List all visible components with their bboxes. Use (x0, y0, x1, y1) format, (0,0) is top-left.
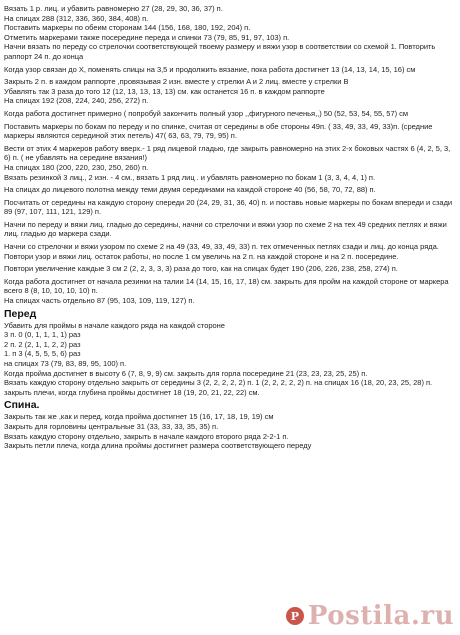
instruction-line: Вести от этих 4 маркеров работу вверх.- 1 ряд лицевой гладью, где закрыть равномерно на этих 2-х боковых частях 6 (4, 2, 5, 3, 6) п. ( не убавлять на середине вязания!) (4, 143, 451, 163)
instruction-line: Когда узор связан до X, поменять спицы на 3,5 и продолжить вязание, пока работа достигнет 13 (14, 13, 14, 15, 16) см (4, 64, 416, 74)
instruction-line: Когда работа достигнет примерно ( попробуй закончить полный узор ,,фигурного печенья,,) 50 (52, 53, 54, 55, 57) см (4, 108, 409, 118)
back-line: Вязать каждую сторону отдельно, закрыть в начале каждого второго ряда 2-2-1 п. (4, 431, 289, 441)
instruction-line: Поставить маркеры по обеим сторонам 144 (156, 168, 180, 192, 204) п. (4, 23, 251, 33)
postila-watermark (286, 601, 454, 631)
instruction-line: Закрыть 2 п. в каждом раппорте ,провязывая 2 изн. вместе у стрелки A и 2 лиц. вместе у стрелки B (4, 77, 349, 87)
front-line: Когда пройма достигнет в высоту 6 (7, 8, 9, 9) см. закрыть для горла посередине 21 (23, 23, 23, 25, 25) п. (4, 368, 368, 378)
front-line: на спицах 73 (79, 83, 89, 95, 100) п. (4, 359, 127, 368)
instruction-line: На спицах до лицевого полотна между теми двумя серединами на каждой стороне 40 (56, 58, 70, 72, 88) п. (4, 185, 376, 195)
front-line: Вязать каждую сторону отдельно закрыть от середины 3 (2, 2, 2, 2, 2) п. 1 (2, 2, 2, 2, 2) п. на спицах 16 (18, 20, 23, 25, 28) п. (4, 378, 433, 388)
front-line: 2 п. 2 (2, 1, 1, 2, 2) раз (4, 339, 81, 349)
front-line: 1. п 3 (4, 5, 5, 5, 6) раз (4, 349, 81, 359)
back-heading: Спина. (4, 399, 40, 412)
instruction-line: Когда работа достигнет от начала резинки на талии 14 (14, 15, 16, 17, 18) см. закрыть для пройм на каждой стороне от маркера всего 8 (8, 10, 10, 10, 10) п. (4, 276, 449, 296)
instruction-line: Отметить маркерами также посередине переда и спинки 73 (79, 85, 91, 97, 103) п. (4, 32, 290, 42)
instruction-line: Начни по переду и вяжи лиц. гладью до середины, начни со стрелочки и вяжи узор по схеме 2 на тех 49 средних петлях и вяжи лиц. гладью до маркера сзади. (4, 219, 447, 239)
front-line: Убавить для проймы в начале каждого ряда на каждой стороне (4, 320, 225, 330)
instruction-line: Вязать 1 р. лиц. и убавить равномерно 27 (28, 29, 30, 36, 37) п. (4, 4, 223, 13)
instruction-line: Посчитать от середины на каждую сторону спереди 20 (24, 29, 31, 36, 40) п. и поставь новые маркеры по бокам впереди и сзади 89 (97, 107, 111, 121, 129) п. (4, 197, 453, 217)
instruction-line: На спицах 192 (208, 224, 240, 256, 272) п. (4, 96, 149, 106)
front-line: 3 п. 0 (0, 1, 1, 1, 1) раз (4, 330, 81, 340)
front-line: закрыть плечи, когда глубина проймы достигнет 18 (19, 20, 21, 22, 22) см. (4, 387, 260, 397)
instruction-line: Повтори увеличение каждые 3 см 2 (2, 2, 3, 3, 3) раза до того, как на спицах будет 190 (206, 226, 238, 258, 274) п. (4, 264, 398, 274)
instruction-line: Поставить маркеры по бокам по переду и по спинке, считая от середины в обе стороны 49п. ( 33, 49, 33, 49, 33)п. (средние маркеры являются серединой этих петель) 47( 63, 63, 79, 79, 95) п. (4, 121, 433, 141)
instruction-line: Начни вязать по переду со стрелочки соответствующей твоему размеру и вяжи узор в соответствии со схемой 1. Повторить раппорт 24 п. до конца (4, 42, 436, 61)
back-line: Закрыть так же ,как и перед, когда пройма достигнет 15 (16, 17, 18, 19, 19) см (4, 412, 274, 422)
knitting-instructions (4, 4, 456, 451)
instruction-line: На спицах 180 (200, 220, 230, 250, 260) п. (4, 162, 149, 172)
instruction-line: На спицах 288 (312, 336, 360, 384, 408) п. (4, 13, 149, 23)
front-heading: Перед (4, 307, 37, 320)
instruction-line: На спицах часть отдельно 87 (95, 103, 109, 119, 127) п. (4, 296, 195, 306)
instruction-line: Начни со стрелочки и вяжи узором по схеме 2 на 49 (33, 49, 33, 49, 33) п. тех отмеченных петлях сзади и лиц. до конца ряда. Повтори узор и вяжи лиц. остаток работы, но после 1 см увеличь на 2 п. на каждой стороне и на 2 п. посередине. (4, 242, 439, 261)
back-line: Закрыть петли плеча, когда длина проймы достигнет размера соответствующего переду (4, 441, 312, 451)
watermark-text: Postila.ru (307, 601, 454, 631)
postila-logo-icon: P (286, 607, 304, 625)
back-line: Закрыть для горловины центральные 31 (33, 33, 33, 35, 35) п. (4, 421, 219, 431)
instruction-line: Вязать резинкой 3 лиц., 2 изн. - 4 см., вязать 1 ряд лиц . и убавлять равномерно по бокам 1 (3, 3, 4, 4, 1) п. (4, 172, 376, 182)
instruction-line: Убавлять так 3 раза до того 12 (12, 13, 13, 13, 13) см. как останется 16 п. в каждом раппорте (4, 86, 325, 96)
